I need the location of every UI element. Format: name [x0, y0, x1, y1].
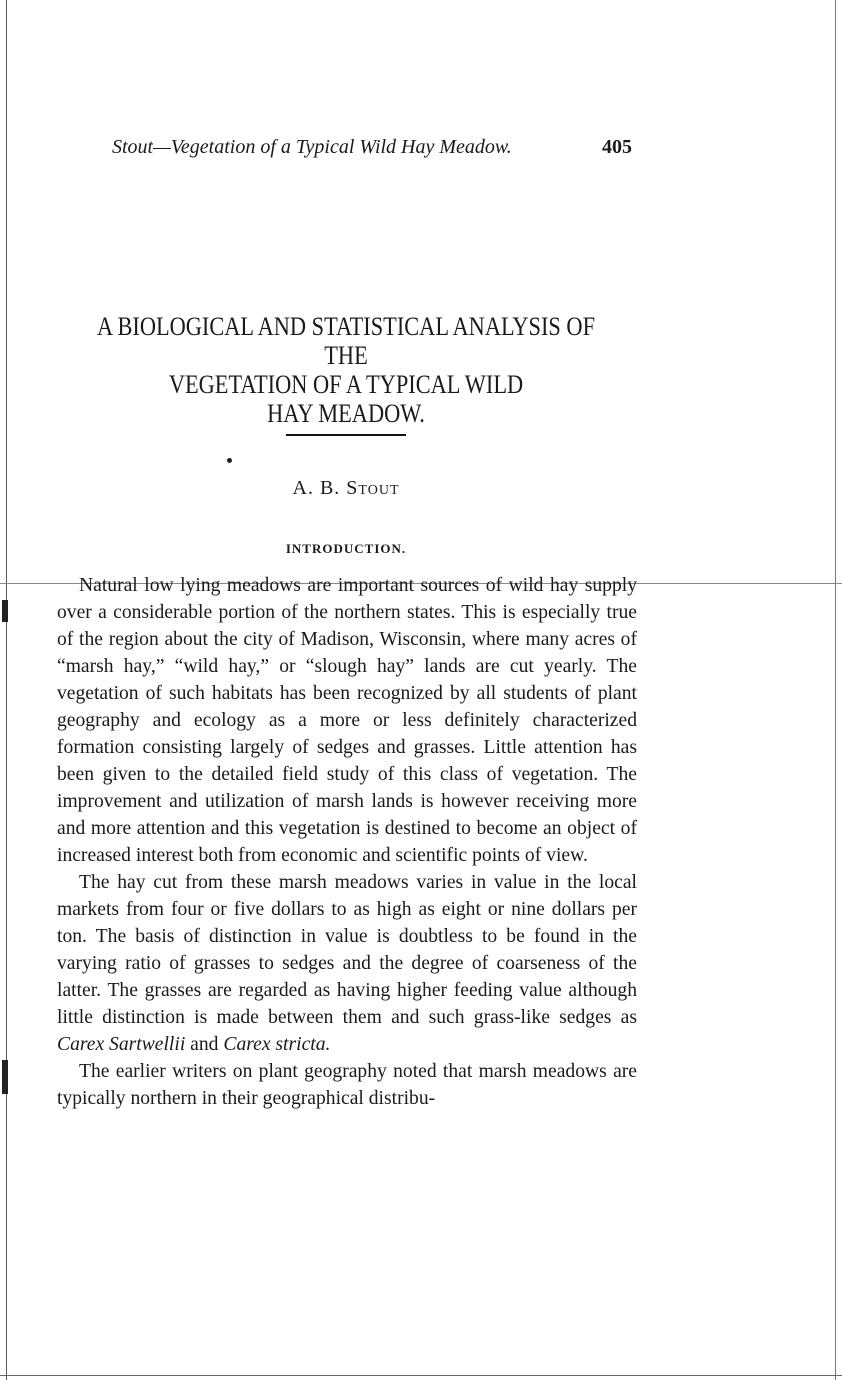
paragraph: [57, 869, 637, 1058]
author-surname: Stout: [346, 477, 400, 499]
section-heading: INTRODUCTION.: [285, 541, 407, 556]
running-head: [112, 136, 642, 159]
body-text: [57, 572, 637, 1112]
author-byline: [0, 477, 692, 500]
scan-mark: [2, 1060, 8, 1094]
page-number: 405: [602, 136, 632, 158]
ink-dot: [227, 458, 232, 463]
species-name: Carex Sartwellii: [57, 1034, 186, 1055]
species-name: Carex stricta.: [223, 1034, 331, 1055]
article-title-line: VEGETATION OF A TYPICAL WILD: [168, 370, 524, 399]
running-head-title: Stout—Vegetation of a Typical Wild Hay Meadow.: [112, 136, 512, 158]
page-edge-right: [835, 0, 836, 1380]
page-edge-bottom: [0, 1375, 842, 1376]
article-title-line: HAY MEADOW.: [267, 399, 425, 428]
article-title-line: A BIOLOGICAL AND STATISTICAL ANALYSIS OF THE: [96, 312, 596, 370]
article-title: [83, 312, 609, 428]
paragraph-text: and: [190, 1034, 219, 1055]
page-edge-left: [6, 0, 7, 1380]
paragraph-text: The hay cut from these marsh meadows varies in value in the local markets from four or five dollars to as high as eight or nine dollars per ton. The basis of distinction in value is doubtless to be found in the varying ratio of grasses to sedges and the degree of coarseness of the latter. The grasses are regarded as having higher feeding value although little distinction is made between them and such grass-like sedges as: [57, 872, 637, 1028]
scan-mark: [2, 600, 8, 622]
title-rule: [286, 434, 406, 436]
author-initials: A. B.: [292, 477, 341, 499]
paragraph: The earlier writers on plant geography noted that marsh meadows are typically northern in their geographical distribu-: [57, 1061, 637, 1109]
paragraph: Natural low lying meadows are important sources of wild hay supply over a considerable portion of the northern states. This is especially true of the region about the city of Madison, Wisconsin, where many acres of “marsh hay,” “wild hay,” or “slough hay” lands are cut yearly. The vegetation of such habitats has been recognized by all students of plant geography and ecology as a more or less definitely characterized formation consisting largely of sedges and grasses. Little attention has been given to the detailed field study of this class of vegetation. The improvement and utilization of marsh lands is however receiving more and more attention and this vegetation is destined to become an object of increased interest both from economic and scientific points of view.: [57, 575, 637, 866]
